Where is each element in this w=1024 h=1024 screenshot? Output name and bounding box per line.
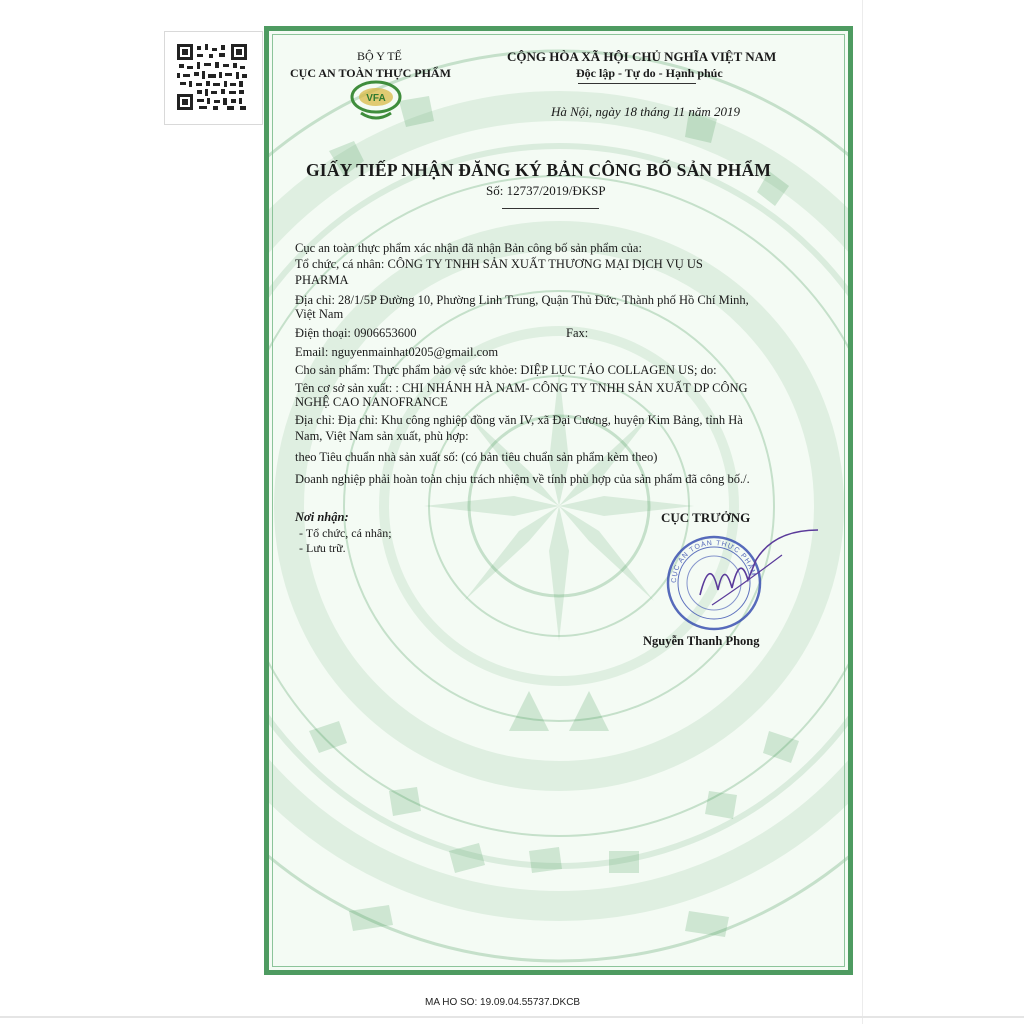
dossier-code: MA HO SO: 19.09.04.55737.DKCB <box>425 997 581 1008</box>
manufacturer-line-2: NGHỆ CAO NANOFRANCE <box>295 395 448 409</box>
manufacturer-address-2: Nam, Việt Nam sản xuất, phù hợp: <box>295 429 469 443</box>
address-line-2: Việt Nam <box>295 307 344 321</box>
motto: Độc lập - Tự do - Hạnh phúc <box>576 66 723 80</box>
agency-name: CỤC AN TOÀN THỰC PHẨM <box>290 66 451 80</box>
vfa-logo-text: VFA <box>366 93 386 104</box>
signer-name: Nguyễn Thanh Phong <box>643 634 760 648</box>
manufacturer-line-1: Tên cơ sở sản xuất: : CHI NHÁNH HÀ NAM- CÔNG TY TNHH SẢN XUẤT DP CÔNG <box>295 381 748 395</box>
product-line: Cho sản phẩm: Thực phẩm bảo vệ sức khỏe: DIỆP LỤC TẢO COLLAGEN US; do: <box>295 363 717 377</box>
qr-code <box>164 31 263 125</box>
address-line-1: Địa chỉ: 28/1/5P Đường 10, Phường Linh Trung, Quận Thủ Đức, Thành phố Hồ Chí Minh, <box>295 293 749 307</box>
email: Email: nguyenmainhat0205@gmail.com <box>295 345 499 359</box>
qr-code-icon <box>177 44 247 110</box>
issue-date: Hà Nội, ngày 18 tháng 11 năm 2019 <box>551 104 740 119</box>
intro-line: Cục an toàn thực phẩm xác nhận đã nhận Bản công bố sản phẩm của: <box>295 241 642 255</box>
org-line-1: Tổ chức, cá nhân: CÔNG TY TNHH SẢN XUẤT THƯƠNG MẠI DỊCH VỤ US <box>295 257 703 271</box>
recipient-item: - Lưu trữ. <box>299 541 346 555</box>
document-title: GIẤY TIẾP NHẬN ĐĂNG KÝ BẢN CÔNG BỐ SẢN PHẨM <box>306 160 772 180</box>
fax: Fax: <box>566 326 589 340</box>
motto-underline <box>578 83 696 84</box>
org-line-2: PHARMA <box>295 273 349 287</box>
standard-line: theo Tiêu chuẩn nhà sản xuất số: (có bản tiêu chuẩn sản phẩm kèm theo) <box>295 450 658 464</box>
page-bottom-line <box>0 1016 1024 1018</box>
manufacturer-address-1: Địa chỉ: Địa chỉ: Khu công nghiệp đồng văn IV, xã Đại Cương, huyện Kim Bảng, tỉnh Hà <box>295 413 743 427</box>
responsibility-line: Doanh nghiệp phải hoàn toàn chịu trách nhiệm về tính phù hợp của sản phẩm đã công bố./. <box>295 472 750 486</box>
phone: Điện thoại: 0906653600 <box>295 326 417 340</box>
stamp-text: CỤC AN TOÀN THỰC PHẨM <box>670 539 757 584</box>
vfa-logo <box>347 77 405 121</box>
page-edge-line <box>862 0 863 1024</box>
number-underline <box>502 208 599 209</box>
official-stamp <box>660 520 840 635</box>
recipients-heading: Nơi nhận: <box>295 510 349 524</box>
recipient-item: - Tổ chức, cá nhân; <box>299 526 392 540</box>
signer-role: CỤC TRƯỞNG <box>661 510 751 525</box>
ministry-name: BỘ Y TẾ <box>357 49 402 63</box>
republic-name: CỘNG HÒA XÃ HỘI CHỦ NGHĨA VIỆT NAM <box>507 49 777 64</box>
document-number: Số: 12737/2019/ĐKSP <box>486 183 606 198</box>
